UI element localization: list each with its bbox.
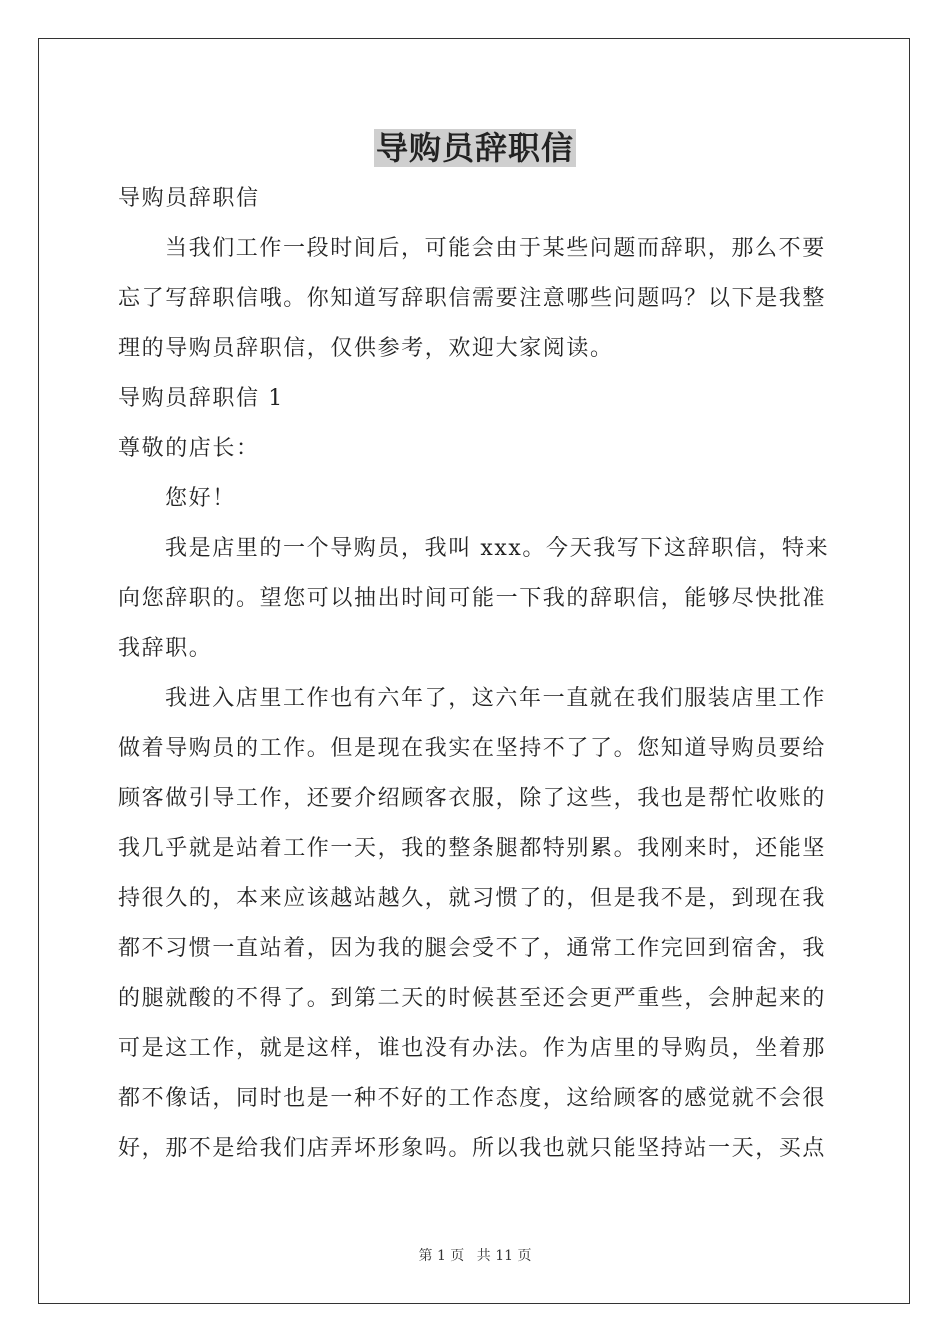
paragraph2-line-5: 持很久的，本来应该越站越久，就习惯了的，但是我不是，到现在我: [118, 886, 827, 911]
paragraph1-line-3: 我辞职。: [118, 636, 213, 661]
paragraph2-line-2: 做着导购员的工作。但是现在我实在坚持不了了。您知道导购员要给: [118, 736, 827, 761]
intro-line-3: 理的导购员辞职信，仅供参考，欢迎大家阅读。: [118, 336, 614, 361]
paragraph1-line-1: 我是店里的一个导购员，我叫 xxx。今天我写下这辞职信，特来: [165, 536, 830, 561]
page-total: 共 11 页: [476, 1248, 532, 1264]
paragraph2-line-10: 好，那不是给我们店弄坏形象吗。所以我也就只能坚持站一天，买点: [118, 1136, 827, 1161]
page-footer: [0, 1246, 950, 1266]
document-subtitle: 导购员辞职信: [118, 186, 260, 211]
paragraph2-line-6: 都不习惯一直站着，因为我的腿会受不了，通常工作完回到宿舍，我: [118, 936, 827, 961]
document-title-text: 导购员辞职信: [375, 129, 574, 167]
document-title: [0, 126, 950, 170]
paragraph2-line-1: 我进入店里工作也有六年了，这六年一直就在我们服装店里工作: [165, 686, 826, 711]
intro-line-2: 忘了写辞职信哦。你知道写辞职信需要注意哪些问题吗？以下是我整: [118, 286, 827, 311]
intro-line-1: 当我们工作一段时间后，可能会由于某些问题而辞职，那么不要: [165, 236, 826, 261]
paragraph2-line-8: 可是这工作，就是这样，谁也没有办法。作为店里的导购员，坐着那: [118, 1036, 827, 1061]
salutation: 尊敬的店长：: [118, 436, 260, 461]
page-border: [38, 38, 910, 1304]
paragraph2-line-3: 顾客做引导工作，还要介绍顾客衣服，除了这些，我也是帮忙收账的: [118, 786, 827, 811]
paragraph2-line-7: 的腿就酸的不得了。到第二天的时候甚至还会更严重些，会肿起来的: [118, 986, 827, 1011]
greeting: 您好！: [165, 486, 236, 511]
paragraph2-line-9: 都不像话，同时也是一种不好的工作态度，这给顾客的感觉就不会很: [118, 1086, 827, 1111]
page-number: 第 1 页: [418, 1248, 465, 1264]
section-heading: 导购员辞职信 1: [118, 386, 284, 411]
paragraph1-line-2: 向您辞职的。望您可以抽出时间可能一下我的辞职信，能够尽快批准: [118, 586, 827, 611]
paragraph2-line-4: 我几乎就是站着工作一天，我的整条腿都特别累。我刚来时，还能坚: [118, 836, 827, 861]
